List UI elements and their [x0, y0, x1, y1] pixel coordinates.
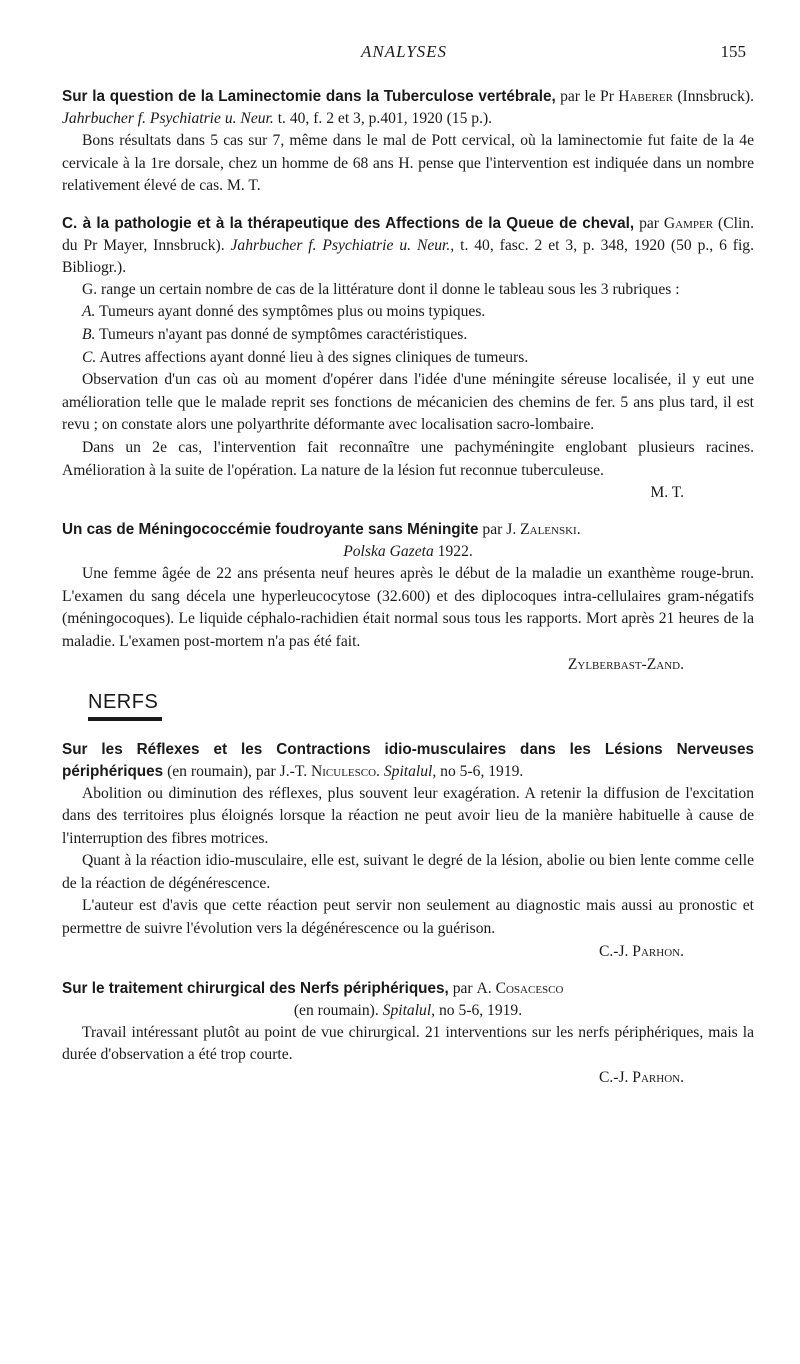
article-source-line [62, 1000, 754, 1022]
article-language: (en roumain). [293, 1001, 379, 1019]
page-content [62, 86, 754, 1104]
paragraph: Une femme âgée de 22 ans présenta neuf heures après le début de la maladie un exanthème rouge-brun. L'examen du sang décela une hyperleucocytose (32.600) et des diplocoques intra-cellulaires gram-négatifs (méningocoques). Le liquide céphalo-rachidien était normal sous tous les rapports. Mort après 21 heures de la maladie. L'examen post-mortem n'a pas été fait. [62, 565, 754, 650]
paragraph-text: L'auteur est d'avis que cette réaction peut servir non seulement au diagnostic mais aussi au pronostic et permettre de suivre l'évolution vers la dégénérescence ou la guérison. [62, 897, 754, 938]
article-reference: no 5-6, 1919. [440, 762, 524, 780]
paragraph: Observation d'un cas où au moment d'opérer dans l'idée d'une méningite séreuse localisée, il y eut une amélioration telle que le malade reprit ses fonctions de mécanicien des chemins de fer. 5 ans plus tard, il est revu ; on constate alors une polyarthrite déformante avec localisation sacro-lombaire. [62, 371, 754, 434]
page-number: 155 [720, 42, 746, 61]
article-signature: Zylberbast-Zand. [567, 655, 684, 673]
running-header [62, 42, 746, 70]
list-item-letter: A. [82, 303, 96, 321]
author-prefix: Pr [600, 88, 614, 105]
list-item-text: Autres affections ayant donné lieu à des signes cliniques de tumeurs. [99, 348, 529, 366]
list-item [62, 347, 754, 370]
paragraph [62, 130, 754, 198]
paragraph: Travail intéressant plutôt au point de vue chirurgical. 21 interventions sur les nerfs périphériques, mais la durée d'observation a été trop courte. [62, 1023, 754, 1064]
article-journal: Spitalul, [383, 762, 437, 780]
article-journal: Jahrbucher f. Psychiatrie u. Neur., [230, 236, 455, 254]
article-reference: no 5-6, 1919. [438, 1001, 523, 1019]
article-heading [62, 213, 754, 279]
article-body [62, 563, 754, 675]
list-item-text: Tumeurs ayant donné des symptômes plus ou moins typiques. [99, 303, 486, 321]
list-item [62, 301, 754, 324]
article-body [62, 279, 754, 504]
list-item-letter: B. [82, 325, 96, 343]
article-laminectomie [62, 86, 754, 198]
article-heading [62, 86, 754, 130]
section-rule [88, 717, 162, 721]
article-language: (en roumain), [167, 762, 252, 780]
article-journal: Polska Gazeta [343, 543, 434, 561]
article-by: par [255, 762, 276, 780]
article-reference: t. 40, fasc. 2 et 3, p. 348, 1920 (50 p., 6 fig. Bibliogr.). [62, 236, 754, 276]
article-signature: C.-J. Parhon. [598, 1068, 684, 1086]
article-heading [62, 978, 754, 1022]
section-heading [88, 691, 754, 721]
article-signature: M. T. [226, 177, 261, 195]
article-signature: M. T. [650, 484, 684, 502]
article-traitement-chirurgical [62, 978, 754, 1089]
list-item-text: Tumeurs n'ayant pas donné de symptômes caractéristiques. [99, 325, 468, 343]
article-journal: Jahrbucher f. Psychiatrie u. Neur. [62, 110, 274, 127]
article-meningococcemie [62, 519, 754, 675]
article-journal: Spitalul, [382, 1001, 436, 1019]
article-by: par le [560, 88, 596, 105]
paragraph: Dans un 2e cas, l'intervention fait reconnaître une pachyméningite englobant plusieurs racines. Amélioration à la suite de l'opération. La nature de la lésion fut reconnue tuberculeuse. [62, 438, 754, 479]
article-author: A. Cosacesco [476, 979, 564, 997]
article-author: J. Zalenski. [506, 521, 581, 539]
article-heading [62, 519, 754, 563]
section-title: NERFS [88, 690, 159, 713]
list-item-letter: C. [82, 348, 97, 366]
article-body [62, 1022, 754, 1089]
article-title: Un cas de Méningococcémie foudroyante sans Méningite [62, 521, 479, 539]
article-body [62, 130, 754, 198]
paragraph-text: Bons résultats dans 5 cas sur 7, même dans le mal de Pott cervical, où la laminectomie fut faite de la 4e cervicale à la 1re dorsale, chez un homme de 68 ans H. pense que l'intervention est indiquée dans un nombre relativement élevé de cas. [62, 132, 754, 195]
paragraph [62, 895, 754, 940]
author-place: (Innsbruck). [677, 88, 754, 105]
article-reflexes [62, 739, 754, 963]
article-reference: 1922. [437, 543, 473, 561]
article-title: C. à la pathologie et à la thérapeutique des Affections de la Queue de cheval, [62, 214, 635, 232]
article-author: Haberer [618, 88, 673, 105]
article-by: par [452, 979, 473, 997]
article-queue-de-cheval [62, 213, 754, 504]
article-title: Sur le traitement chirurgical des Nerfs périphériques, [62, 979, 449, 997]
article-heading [62, 739, 754, 783]
paragraph: Quant à la réaction idio-musculaire, elle est, suivant le degré de la lésion, abolie ou bien lente comme celle de la réaction de dégénérescence. [62, 852, 754, 892]
article-author: Gamper [663, 214, 714, 232]
paragraph: Abolition ou diminution des réflexes, plus souvent leur exagération. A retenir la diffusion de l'excitation dans des territoires plus éloignés lorsque la réaction ne peut avoir lieu de la manière habituelle à cause de l'interruption des fibres motrices. [62, 784, 754, 847]
article-title: Sur les Réflexes et les Contractions idio-musculaires dans les Lésions Nerveuses périphériques [62, 740, 754, 780]
article-author: J.-T. Niculesco. [279, 762, 380, 780]
article-reference: t. 40, f. 2 et 3, p.401, 1920 (15 p.). [277, 110, 493, 127]
article-by: par [482, 521, 503, 539]
running-title: ANALYSES [360, 42, 448, 61]
author-place: (Clin. du Pr Mayer, Innsbruck). [62, 214, 754, 254]
list-item [62, 324, 754, 347]
article-body [62, 783, 754, 963]
article-title: Sur la question de la Laminectomie dans la Tuberculose vertébrale, [62, 88, 556, 105]
article-by: par [639, 214, 659, 232]
article-source-line [62, 541, 754, 563]
article-signature: C.-J. Parhon. [598, 942, 684, 960]
paragraph: G. range un certain nombre de cas de la littérature dont il donne le tableau sous les 3 rubriques : [82, 280, 680, 298]
